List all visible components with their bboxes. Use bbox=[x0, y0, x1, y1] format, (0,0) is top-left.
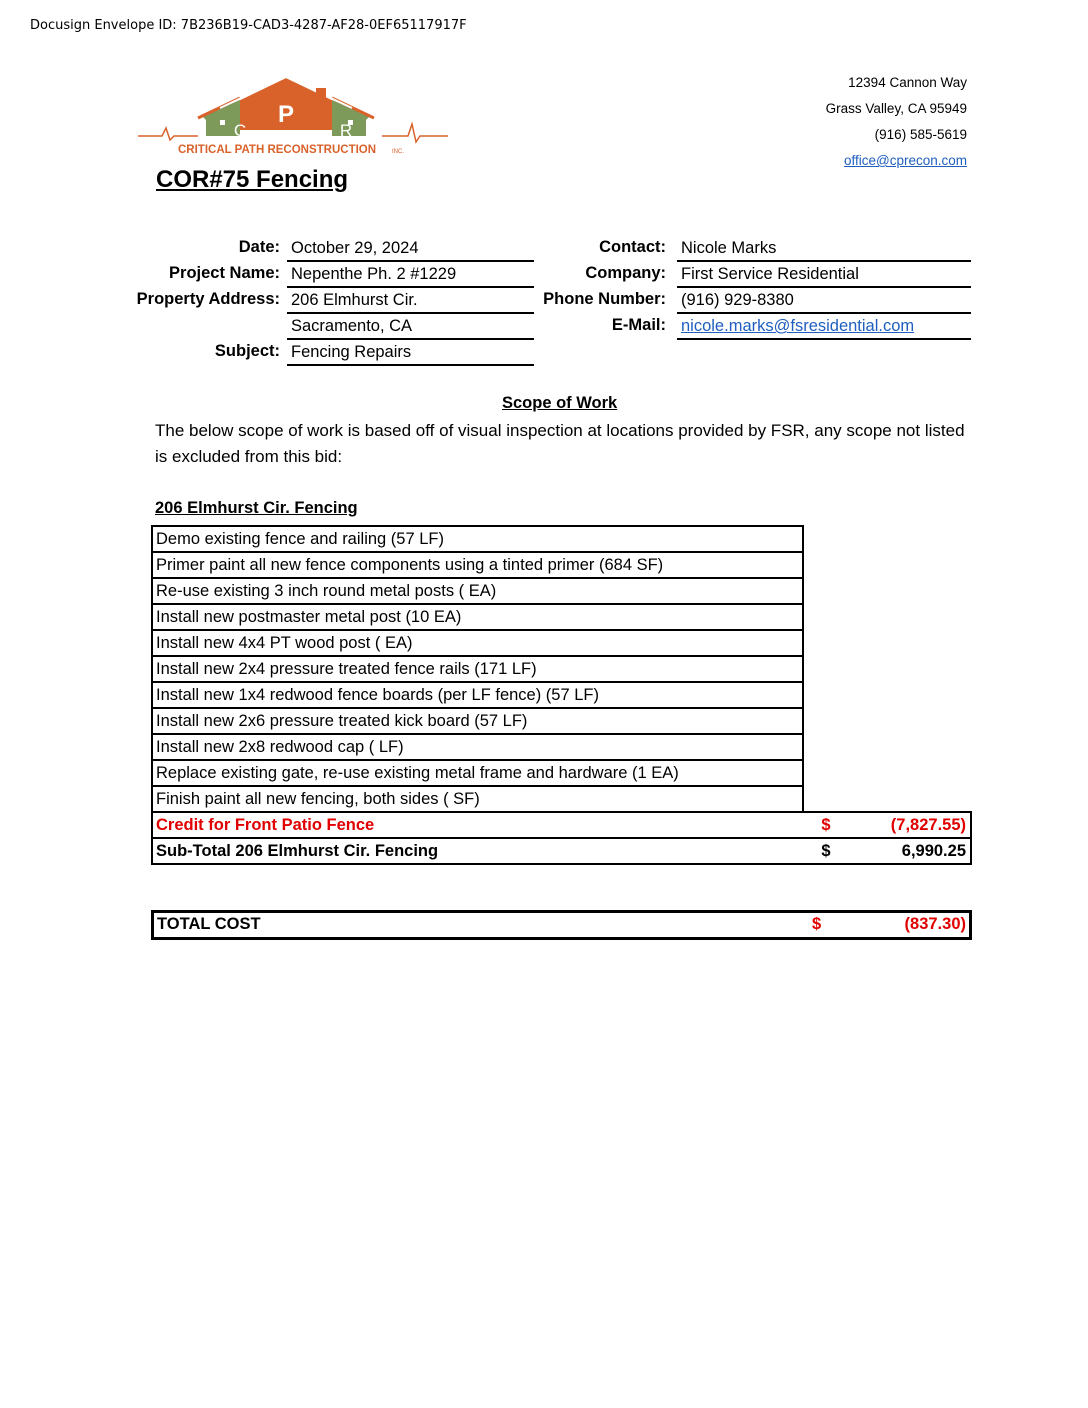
line-items-table bbox=[151, 525, 972, 865]
scope-body: The below scope of work is based off of visual inspection at locations provided by FSR, any scope not listed is excluded from this bid: bbox=[155, 421, 965, 466]
property-address-label: Property Address: bbox=[136, 290, 280, 308]
project-name-value: Nepenthe Ph. 2 #1229 bbox=[287, 262, 534, 288]
line-item-description: Install new 2x4 pressure treated fence rails (171 LF) bbox=[152, 656, 803, 682]
line-item-description: Demo existing fence and railing (57 LF) bbox=[152, 526, 803, 552]
company-email-link[interactable]: office@cprecon.com bbox=[843, 153, 967, 168]
company-address-line2: Grass Valley, CA 95949 bbox=[825, 101, 967, 116]
credit-row bbox=[152, 812, 971, 838]
line-item-row bbox=[152, 552, 971, 578]
date-value: October 29, 2024 bbox=[287, 236, 534, 262]
document-title: COR#75 Fencing bbox=[156, 166, 349, 193]
logo-letter-p: P bbox=[277, 101, 295, 128]
company-phone: (916) 585-5619 bbox=[874, 127, 967, 142]
line-item-row bbox=[152, 786, 971, 812]
contact-email-link[interactable]: nicole.marks@fsresidential.com bbox=[681, 317, 915, 335]
line-item-description: Install new 2x8 redwood cap ( LF) bbox=[152, 734, 803, 760]
logo-graphic bbox=[136, 74, 450, 162]
phone-number-value: (916) 929-8380 bbox=[677, 288, 971, 314]
subtotal-label: Sub-Total 206 Elmhurst Cir. Fencing bbox=[152, 838, 803, 864]
envelope-id: Docusign Envelope ID: 7B236B19-CAD3-4287-AF28-0EF65117917F bbox=[30, 18, 467, 33]
total-cost-amount: (837.30) bbox=[904, 915, 966, 933]
line-item-row bbox=[152, 760, 971, 786]
logo-letter-c: C bbox=[233, 121, 247, 140]
date-label: Date: bbox=[238, 238, 280, 256]
line-item-description: Install new 2x6 pressure treated kick board (57 LF) bbox=[152, 708, 803, 734]
line-item-row bbox=[152, 734, 971, 760]
contact-label: Contact: bbox=[599, 238, 666, 256]
total-cost-label: TOTAL COST bbox=[157, 915, 261, 933]
total-cost-box bbox=[151, 910, 972, 940]
line-item-description: Finish paint all new fencing, both sides ( SF) bbox=[152, 786, 803, 812]
company-value: First Service Residential bbox=[677, 262, 971, 288]
line-item-row bbox=[152, 656, 971, 682]
scope-title: Scope of Work bbox=[502, 394, 618, 412]
line-item-description: Install new postmaster metal post (10 EA) bbox=[152, 604, 803, 630]
total-cost-currency: $ bbox=[812, 915, 822, 933]
credit-label: Credit for Front Patio Fence bbox=[152, 812, 803, 838]
credit-currency: $ bbox=[803, 812, 846, 838]
subtotal-row bbox=[152, 838, 971, 864]
company-address-block bbox=[826, 70, 967, 174]
company-address-line1: 12394 Cannon Way bbox=[848, 75, 967, 90]
project-name-label: Project Name: bbox=[169, 264, 280, 282]
line-item-row bbox=[152, 682, 971, 708]
line-item-description: Primer paint all new fence components using a tinted primer (684 SF) bbox=[152, 552, 803, 578]
subtotal-amount: 6,990.25 bbox=[846, 838, 971, 864]
line-item-description: Replace existing gate, re-use existing metal frame and hardware (1 EA) bbox=[152, 760, 803, 786]
logo-suffix: INC. bbox=[392, 149, 404, 155]
line-item-row bbox=[152, 526, 971, 552]
credit-amount: (7,827.55) bbox=[846, 812, 971, 838]
property-address-line1: 206 Elmhurst Cir. bbox=[287, 288, 534, 314]
line-item-description: Install new 1x4 redwood fence boards (per LF fence) (57 LF) bbox=[152, 682, 803, 708]
subject-label: Subject: bbox=[214, 342, 280, 360]
line-item-description: Install new 4x4 PT wood post ( EA) bbox=[152, 630, 803, 656]
subject-value: Fencing Repairs bbox=[287, 340, 534, 366]
logo-name: CRITICAL PATH RECONSTRUCTION bbox=[178, 144, 377, 156]
logo-letter-r: R bbox=[339, 121, 353, 140]
email-value bbox=[677, 314, 971, 340]
line-item-row bbox=[152, 708, 971, 734]
contact-value: Nicole Marks bbox=[677, 236, 971, 262]
line-item-row bbox=[152, 578, 971, 604]
line-item-description: Re-use existing 3 inch round metal posts ( EA) bbox=[152, 578, 803, 604]
company-label: Company: bbox=[585, 264, 666, 282]
phone-number-label: Phone Number: bbox=[543, 290, 666, 308]
line-item-row bbox=[152, 630, 971, 656]
property-address-line2: Sacramento, CA bbox=[287, 314, 534, 340]
section-title: 206 Elmhurst Cir. Fencing bbox=[155, 499, 358, 517]
line-item-row bbox=[152, 604, 971, 630]
company-logo bbox=[136, 74, 450, 162]
subtotal-currency: $ bbox=[803, 838, 846, 864]
email-label: E-Mail: bbox=[611, 316, 666, 334]
